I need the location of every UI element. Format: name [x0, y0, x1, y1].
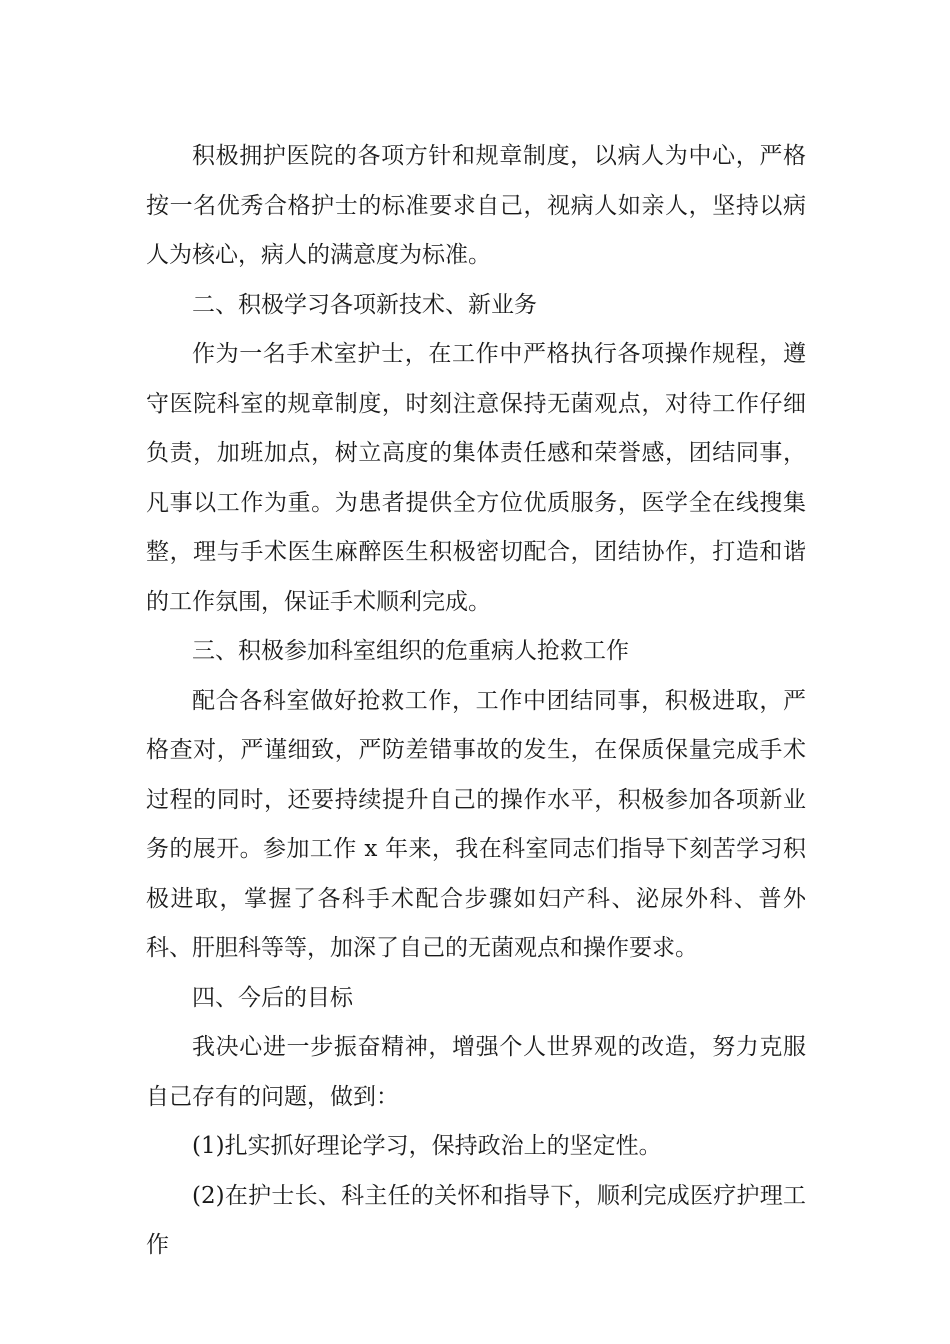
paragraph-future-resolve: 我决心进一步振奋精神，增强个人世界观的改造，努力克服自己存有的问题，做到：	[146, 1034, 806, 1110]
list-item-2: (2)在护士长、科主任的关怀和指导下，顺利完成医疗护理工作	[146, 1182, 806, 1258]
document-body	[146, 132, 806, 1271]
section-heading-4: 四、今后的目标	[192, 984, 353, 1011]
paragraph-patient-centered: 积极拥护医院的各项方针和规章制度，以病人为中心，严格按一名优秀合格护士的标准要求自己，视病人如亲人，坚持以病人为核心，病人的满意度为标准。	[146, 143, 806, 268]
paragraph-operating-room-nurse: 作为一名手术室护士，在工作中严格执行各项操作规程，遵守医院科室的规章制度，时刻注意保持无菌观点，对待工作仔细负责，加班加点，树立高度的集体责任感和荣誉感，团结同事，凡事以工作为重。为患者提供全方位优质服务，医学全在线搜集整，理与手术医生麻醉医生积极密切配合，团结协作，打造和谐的工作氛围，保证手术顺利完成。	[146, 341, 806, 615]
section-heading-3: 三、积极参加科室组织的危重病人抢救工作	[192, 638, 629, 664]
list-item-1: (1)扎实抓好理论学习，保持政治上的坚定性。	[192, 1133, 662, 1159]
paragraph-rescue-work: 配合各科室做好抢救工作，工作中团结同事，积极进取，严格查对，严谨细致，严防差错事故的发生，在保质保量完成手术过程的同时，还要持续提升自己的操作水平，积极参加各项新业务的展开。参加工作 x 年来，我在科室同志们指导下刻苦学习积极进取，掌握了各科手术配合步骤如妇产科、泌尿外科、普外科、肝胆科等等，加深了自己的无菌观点和操作要求。	[146, 687, 806, 961]
section-heading-2: 二、积极学习各项新技术、新业务	[192, 291, 537, 318]
